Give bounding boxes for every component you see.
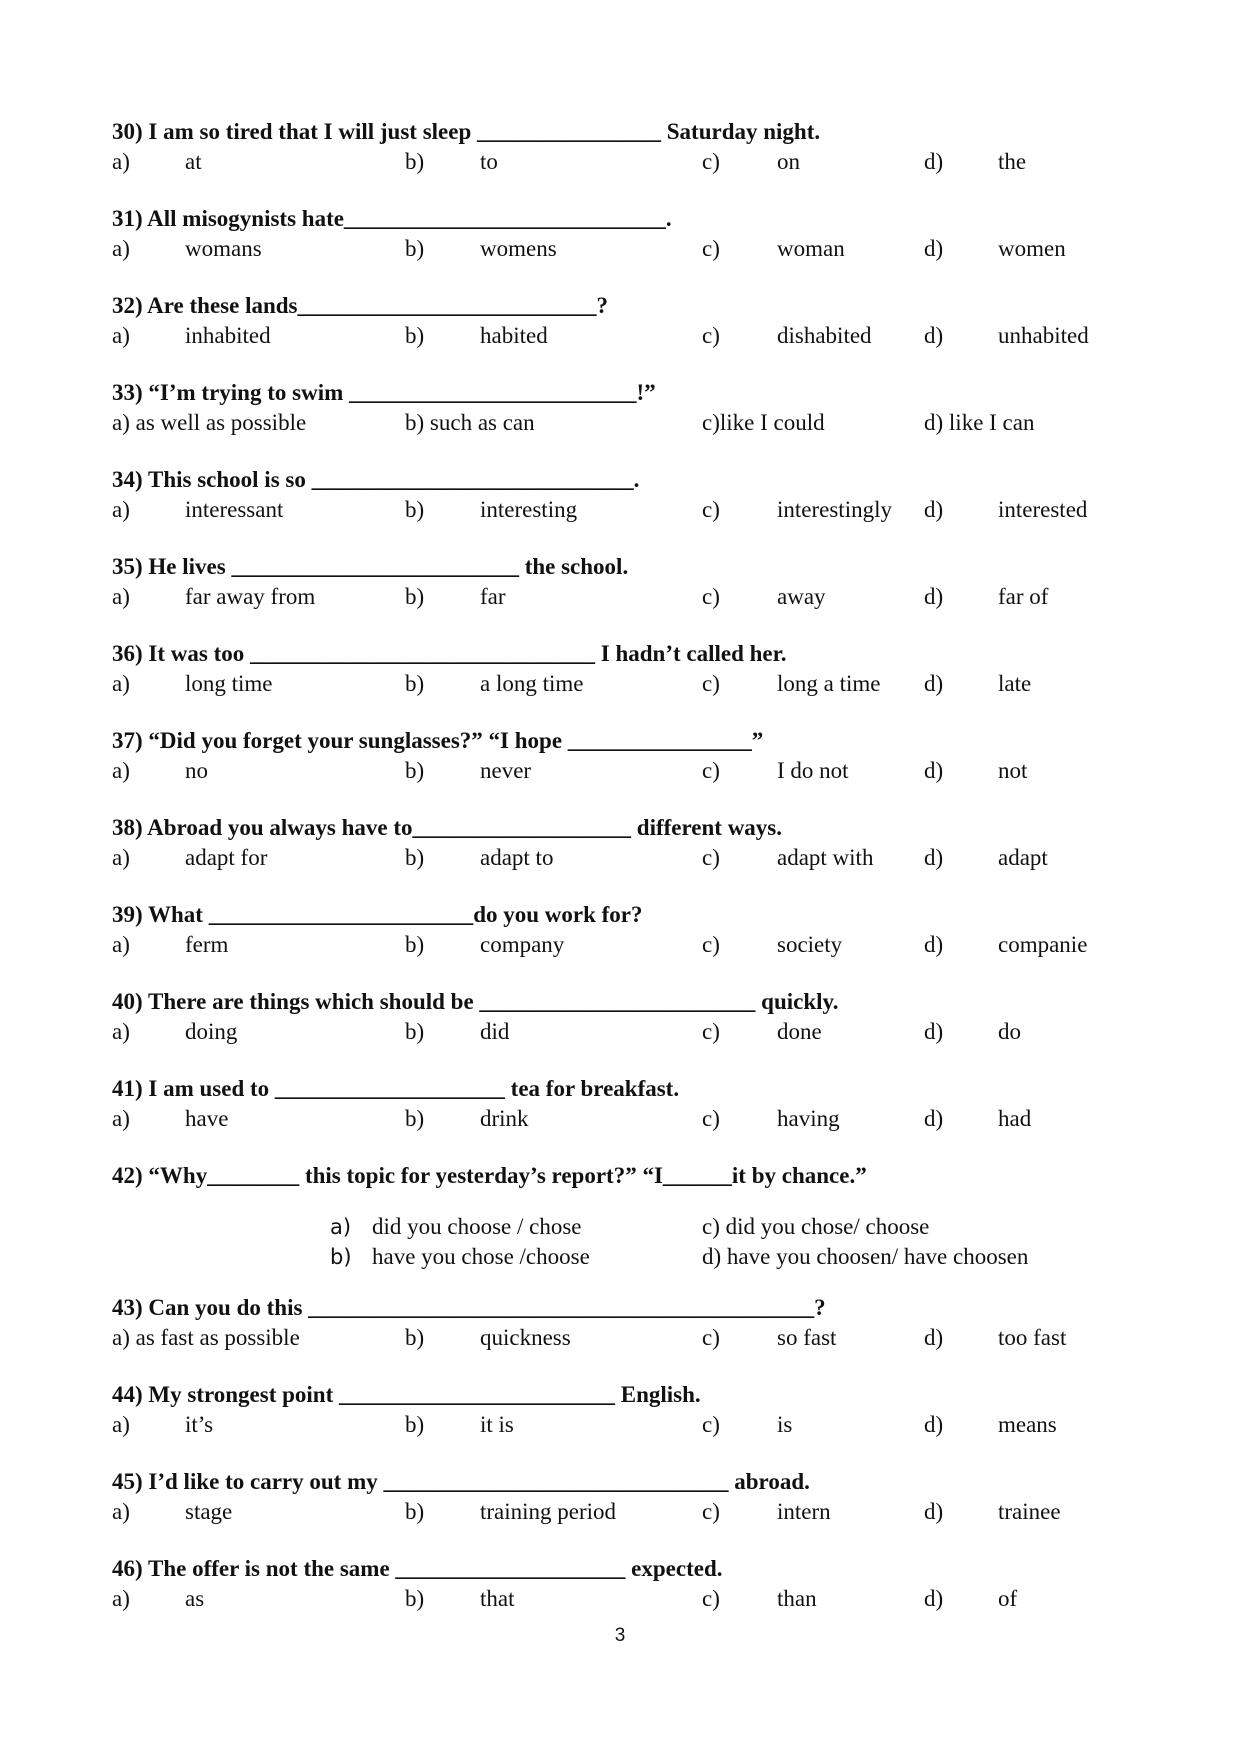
option-text: adapt to bbox=[480, 845, 554, 870]
option-text: far away from bbox=[185, 584, 316, 609]
option-text: as bbox=[185, 1586, 205, 1611]
option-letter: d) bbox=[924, 149, 944, 174]
option-text: habited bbox=[480, 323, 548, 348]
option-letter: d) bbox=[924, 1586, 944, 1611]
option-letter: d) bbox=[924, 236, 944, 261]
option-letter: d) bbox=[924, 497, 944, 522]
option-letter: c) bbox=[702, 932, 720, 957]
option-text: did bbox=[480, 1019, 510, 1044]
option-letter: b) bbox=[405, 671, 425, 696]
question-stem: 41) I am used to ____________________ tea for breakfast. bbox=[112, 1076, 680, 1101]
option-letter: b) bbox=[405, 497, 425, 522]
option-letter: d) bbox=[924, 671, 944, 696]
option-letter: b) bbox=[405, 932, 425, 957]
option-text: means bbox=[998, 1412, 1057, 1437]
question-42 bbox=[112, 1162, 1152, 1190]
option-letter: c) bbox=[702, 1325, 720, 1350]
option-letter: a) bbox=[112, 1412, 130, 1437]
option-letter: c) bbox=[702, 584, 720, 609]
option-letter: a) bbox=[112, 584, 130, 609]
option-letter: a) bbox=[112, 932, 130, 957]
option-text: intern bbox=[777, 1499, 831, 1524]
option-letter: a) bbox=[112, 497, 130, 522]
option-letter: c) bbox=[702, 758, 720, 783]
options-row bbox=[112, 1323, 1152, 1353]
option-letter: c) bbox=[702, 671, 720, 696]
question-stem: 32) Are these lands__________________________? bbox=[112, 293, 608, 318]
option-text: away bbox=[777, 584, 826, 609]
option-letter: c) bbox=[702, 323, 720, 348]
options-row bbox=[112, 582, 1152, 612]
option-text: it’s bbox=[185, 1412, 214, 1437]
option-letter: b) bbox=[405, 1412, 425, 1437]
option-text: long a time bbox=[777, 671, 881, 696]
option-letter: b) bbox=[405, 323, 425, 348]
page-number: 3 bbox=[614, 1625, 626, 1646]
option-letter: a) bbox=[112, 1586, 130, 1611]
option-text: have you chose /choose bbox=[372, 1244, 590, 1269]
option-letter: b) bbox=[405, 1019, 425, 1044]
option-letter: d) bbox=[924, 1019, 944, 1044]
option-text: c) did you chose/ choose bbox=[702, 1214, 930, 1239]
option-text: than bbox=[777, 1586, 817, 1611]
option-text: late bbox=[998, 671, 1032, 696]
option-text: long time bbox=[185, 671, 273, 696]
option-text: of bbox=[998, 1586, 1018, 1611]
option-letter: d) bbox=[924, 1412, 944, 1437]
question-stem: 45) I’d like to carry out my ______________________________ abroad. bbox=[112, 1469, 810, 1494]
option-letter: b) bbox=[405, 584, 425, 609]
question-34 bbox=[112, 466, 1152, 525]
question-stem: 44) My strongest point ________________________ English. bbox=[112, 1382, 701, 1407]
option-text: stage bbox=[185, 1499, 233, 1524]
option-letter: a) bbox=[330, 1215, 352, 1239]
options-row bbox=[112, 321, 1152, 351]
option-letter: b) bbox=[405, 1325, 425, 1350]
option-letter: d) bbox=[924, 932, 944, 957]
question-stem: 34) This school is so ____________________________. bbox=[112, 467, 640, 492]
options-row bbox=[112, 1410, 1152, 1440]
question-stem: 43) Can you do this ____________________________________________? bbox=[112, 1295, 826, 1320]
options-row bbox=[112, 1584, 1152, 1614]
question-stem: 42) “Why________ this topic for yesterday’s report?” “I______it by chance.” bbox=[112, 1163, 867, 1188]
question-35 bbox=[112, 553, 1152, 612]
options-row bbox=[112, 756, 1152, 786]
option-letter: c) bbox=[702, 149, 720, 174]
options-row bbox=[112, 408, 1152, 438]
question-stem: 40) There are things which should be ________________________ quickly. bbox=[112, 989, 839, 1014]
option-letter: c) bbox=[702, 497, 720, 522]
question-stem: 33) “I’m trying to swim _________________________!” bbox=[112, 380, 656, 405]
option-letter: c) bbox=[702, 1412, 720, 1437]
question-31 bbox=[112, 205, 1152, 264]
options-row bbox=[112, 234, 1152, 264]
option-text: dishabited bbox=[777, 323, 872, 348]
option-letter: d) bbox=[924, 1499, 944, 1524]
question-43 bbox=[112, 1294, 1152, 1353]
option-letter: c) bbox=[702, 1499, 720, 1524]
option-text: society bbox=[777, 932, 843, 957]
option-text: c)like I could bbox=[702, 410, 825, 435]
option-text: I do not bbox=[777, 758, 849, 783]
option-letter: a) bbox=[112, 1499, 130, 1524]
option-letter: a) bbox=[112, 758, 130, 783]
option-letter: c) bbox=[702, 1586, 720, 1611]
option-letter: b) bbox=[405, 845, 425, 870]
option-text: women bbox=[998, 236, 1066, 261]
option-text: at bbox=[185, 149, 202, 174]
options-row bbox=[112, 1017, 1152, 1047]
option-text: having bbox=[777, 1106, 840, 1131]
option-letter: d) bbox=[924, 1325, 944, 1350]
option-text: to bbox=[480, 149, 498, 174]
option-letter: b) bbox=[405, 758, 425, 783]
option-text: d) have you choosen/ have choosen bbox=[702, 1244, 1029, 1269]
option-text: adapt with bbox=[777, 845, 874, 870]
question-44 bbox=[112, 1381, 1152, 1440]
option-text: training period bbox=[480, 1499, 617, 1524]
option-text: company bbox=[480, 932, 565, 957]
option-letter: c) bbox=[702, 1106, 720, 1131]
options-row bbox=[330, 1242, 1130, 1272]
question-40 bbox=[112, 988, 1152, 1047]
option-letter: b) bbox=[405, 236, 425, 261]
option-text: interestingly bbox=[777, 497, 892, 522]
option-text: so fast bbox=[777, 1325, 837, 1350]
question-45 bbox=[112, 1468, 1152, 1527]
options-row bbox=[112, 495, 1152, 525]
option-text: unhabited bbox=[998, 323, 1089, 348]
question-46 bbox=[112, 1555, 1152, 1614]
option-text: womans bbox=[185, 236, 262, 261]
option-text: that bbox=[480, 1586, 515, 1611]
options-row bbox=[112, 930, 1152, 960]
option-letter: a) bbox=[112, 149, 130, 174]
option-text: womens bbox=[480, 236, 557, 261]
option-letter: c) bbox=[702, 236, 720, 261]
question-41 bbox=[112, 1075, 1152, 1134]
option-letter: d) bbox=[924, 1106, 944, 1131]
option-text: companie bbox=[998, 932, 1088, 957]
question-stem: 36) It was too ______________________________ I hadn’t called her. bbox=[112, 641, 787, 666]
option-text: have bbox=[185, 1106, 229, 1131]
option-text: not bbox=[998, 758, 1028, 783]
question-42-options bbox=[330, 1212, 1130, 1272]
option-letter: a) bbox=[112, 323, 130, 348]
option-text: no bbox=[185, 758, 208, 783]
option-letter: a) bbox=[112, 845, 130, 870]
option-text: ferm bbox=[185, 932, 229, 957]
option-text: on bbox=[777, 149, 800, 174]
option-text: inhabited bbox=[185, 323, 271, 348]
option-text: interested bbox=[998, 497, 1088, 522]
options-row bbox=[112, 1497, 1152, 1527]
question-stem: 39) What _______________________do you work for? bbox=[112, 902, 643, 927]
option-text: it is bbox=[480, 1412, 514, 1437]
option-letter: c) bbox=[702, 845, 720, 870]
option-letter: b) bbox=[405, 1499, 425, 1524]
option-text: a) as well as possible bbox=[112, 410, 307, 435]
option-letter: b) bbox=[405, 149, 425, 174]
option-text: drink bbox=[480, 1106, 529, 1131]
option-text: adapt bbox=[998, 845, 1048, 870]
question-39 bbox=[112, 901, 1152, 960]
option-text: is bbox=[777, 1412, 793, 1437]
option-text: do bbox=[998, 1019, 1021, 1044]
option-letter: a) bbox=[112, 1019, 130, 1044]
option-text: quickness bbox=[480, 1325, 571, 1350]
question-stem: 46) The offer is not the same ____________________ expected. bbox=[112, 1556, 723, 1581]
question-37 bbox=[112, 727, 1152, 786]
question-stem: 35) He lives _________________________ the school. bbox=[112, 554, 629, 579]
option-letter: b) bbox=[405, 1586, 425, 1611]
option-text: interessant bbox=[185, 497, 284, 522]
option-text: done bbox=[777, 1019, 822, 1044]
question-stem: 30) I am so tired that I will just sleep ________________ Saturday night. bbox=[112, 119, 821, 144]
option-letter: a) bbox=[112, 671, 130, 696]
option-text: trainee bbox=[998, 1499, 1061, 1524]
option-text: interesting bbox=[480, 497, 578, 522]
option-text: a) as fast as possible bbox=[112, 1325, 300, 1350]
question-33 bbox=[112, 379, 1152, 438]
option-letter: b) bbox=[330, 1245, 352, 1269]
option-letter: d) bbox=[924, 323, 944, 348]
question-stem: 38) Abroad you always have to___________________ different ways. bbox=[112, 815, 782, 840]
question-stem: 37) “Did you forget your sunglasses?” “I hope ________________” bbox=[112, 728, 764, 753]
option-text: far bbox=[480, 584, 506, 609]
option-text: did you choose / chose bbox=[372, 1214, 582, 1239]
option-text: never bbox=[480, 758, 532, 783]
option-text: doing bbox=[185, 1019, 238, 1044]
options-row bbox=[112, 1104, 1152, 1134]
option-text: too fast bbox=[998, 1325, 1067, 1350]
options-row bbox=[330, 1212, 1130, 1242]
option-text: woman bbox=[777, 236, 845, 261]
option-text: b) such as can bbox=[405, 410, 535, 435]
option-letter: d) bbox=[924, 584, 944, 609]
option-letter: b) bbox=[405, 1106, 425, 1131]
question-stem: 31) All misogynists hate____________________________. bbox=[112, 206, 672, 231]
question-38 bbox=[112, 814, 1152, 873]
option-letter: a) bbox=[112, 236, 130, 261]
option-text: had bbox=[998, 1106, 1032, 1131]
question-36 bbox=[112, 640, 1152, 699]
options-row bbox=[112, 843, 1152, 873]
option-text: far of bbox=[998, 584, 1049, 609]
option-letter: a) bbox=[112, 1106, 130, 1131]
option-text: d) like I can bbox=[924, 410, 1035, 435]
option-text: the bbox=[998, 149, 1027, 174]
question-30 bbox=[112, 118, 1152, 177]
option-letter: d) bbox=[924, 845, 944, 870]
option-letter: d) bbox=[924, 758, 944, 783]
option-text: a long time bbox=[480, 671, 584, 696]
option-text: adapt for bbox=[185, 845, 268, 870]
options-row bbox=[112, 147, 1152, 177]
options-row bbox=[112, 669, 1152, 699]
question-32 bbox=[112, 292, 1152, 351]
option-letter: c) bbox=[702, 1019, 720, 1044]
